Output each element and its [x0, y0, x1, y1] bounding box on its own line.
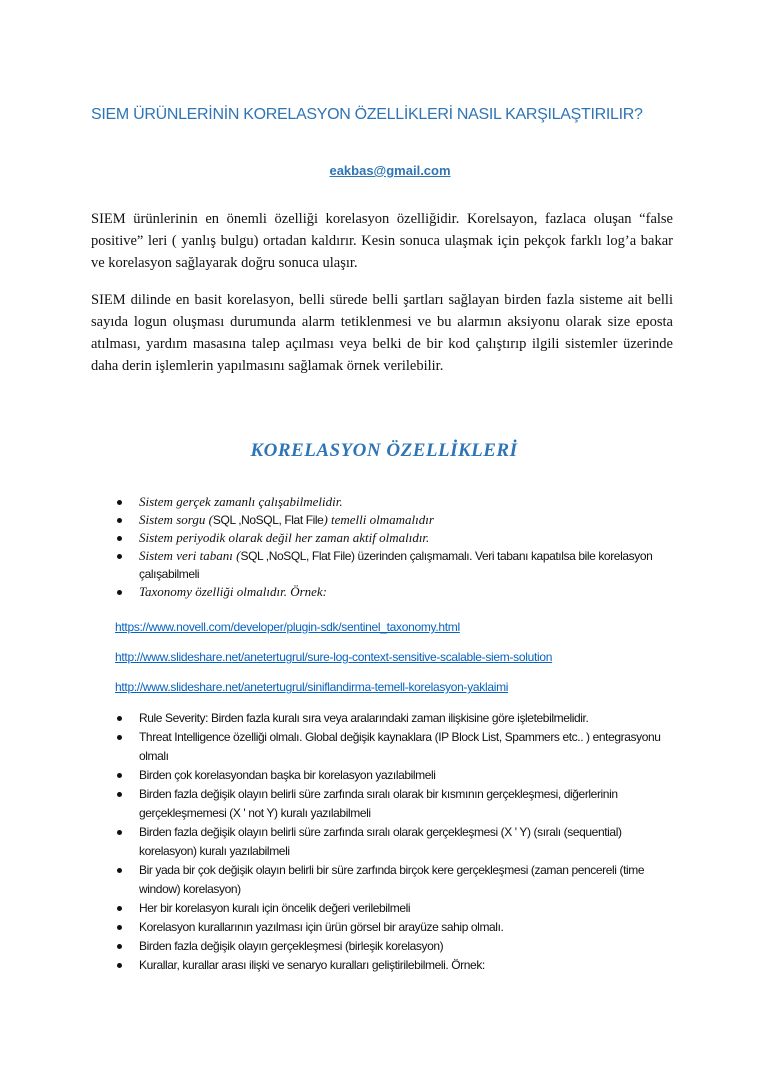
list-item: Birden fazla değişik olayın belirli süre zarfında sıralı olarak gerçekleşmesi (X ' Y) (sıralı (sequential) korelasyon) kuralı yazılabilmeli	[115, 823, 675, 861]
intro-paragraph: SIEM ürünlerinin en önemli özelliği korelasyon özelliğidir. Korelsayon, fazlaca oluşan “false positive” leri ( yanlış bulgu) ortadan kaldırır. Kesin sonuca ulaşmak için pekçok farklı log’a bakar ve korelasyon sağlayarak doğru sonuca ulaşır.	[91, 211, 673, 271]
list-item: Kurallar, kurallar arası ilişki ve senaryo kuralları geliştirilebilmeli. Örnek:	[115, 956, 675, 975]
section-title: KORELASYON ÖZELLİKLERİ	[250, 440, 518, 461]
list-item	[115, 529, 690, 547]
list-item: Korelasyon kurallarının yazılması için ürün görsel bir arayüze sahip olmalı.	[115, 918, 675, 937]
list-item	[115, 547, 690, 583]
taxonomy-link-novell[interactable]: https://www.novell.com/developer/plugin-sdk/sentinel_taxonomy.html	[115, 620, 460, 634]
list-item	[115, 583, 690, 601]
feature-text: Taxonomy özelliği olmalıdır. Örnek:	[139, 584, 328, 599]
feature-plain-text: SQL ,NoSQL, Flat File) üzerinden çalışmamalı. Veri tabanı kapatılsa bile korelasyon çalışabilmeli	[139, 549, 653, 581]
list-item	[115, 511, 690, 529]
list-item: Birden fazla değişik olayın belirli süre zarfında sıralı olarak bir kısmının gerçekleşmesi, diğerlerinin gerçekleşmemesi (X ' not Y) kuralı yazılabilmeli	[115, 785, 675, 823]
feature-tail-text: ) temelli olmamalıdır	[323, 512, 434, 527]
list-item: Her bir korelasyon kuralı için öncelik değeri verilebilmeli	[115, 899, 675, 918]
feature-text: Sistem sorgu (	[139, 512, 213, 527]
list-item: Threat Intelligence özelliği olmalı. Global değişik kaynaklara (IP Block List, Spammers etc.. ) entegrasyonu olmalı	[115, 728, 675, 766]
feature-text: Sistem gerçek zamanlı çalışabilmelidir.	[139, 494, 343, 509]
taxonomy-link-slideshare-2[interactable]: http://www.slideshare.net/anetertugrul/siniflandirma-temell-korelasyon-yaklaimi	[115, 680, 509, 694]
list-item: Birden çok korelasyondan başka bir korelasyon yazılabilmeli	[115, 766, 675, 785]
author-email[interactable]: eakbas@gmail.com	[329, 163, 451, 178]
feature-text: Sistem veri tabanı (	[139, 548, 241, 563]
feature-list	[115, 493, 690, 601]
example-paragraph: SIEM dilinde en basit korelasyon, belli sürede belli şartları sağlayan birden fazla sisteme ait belli sayıda logun oluşması durumunda alarm tetiklenmesi ve bu alarmın aksiyonu olarak size eposta atılması, yardım masasına talep açılması veya belki de bir kod çalıştırıp ilgili sistemler üzerinde daha derin işlemlerin yapılmasını sağlamak örnek verilebilir.	[91, 292, 673, 374]
feature-plain-text: SQL ,NoSQL, Flat File	[212, 513, 324, 527]
list-item	[115, 493, 690, 511]
list-item: Birden fazla değişik olayın gerçekleşmesi (birleşik korelasyon)	[115, 937, 675, 956]
list-item: Rule Severity: Birden fazla kuralı sıra veya aralarındaki zaman ilişkisine göre işletebilmelidir.	[115, 709, 675, 728]
rule-list	[115, 709, 675, 975]
list-item: Bir yada bir çok değişik olayın belirli bir süre zarfında birçok kere gerçekleşmesi (zaman pencereli (time window) korelasyon)	[115, 861, 675, 899]
document-title: SIEM ÜRÜNLERİNİN KORELASYON ÖZELLİKLERİ NASIL KARŞILAŞTIRILIR?	[91, 106, 643, 123]
feature-text: Sistem periyodik olarak değil her zaman aktif olmalıdır.	[139, 530, 430, 545]
reference-links	[115, 618, 715, 708]
taxonomy-link-slideshare-1[interactable]: http://www.slideshare.net/anetertugrul/sure-log-context-sensitive-scalable-siem-solution	[115, 650, 553, 664]
